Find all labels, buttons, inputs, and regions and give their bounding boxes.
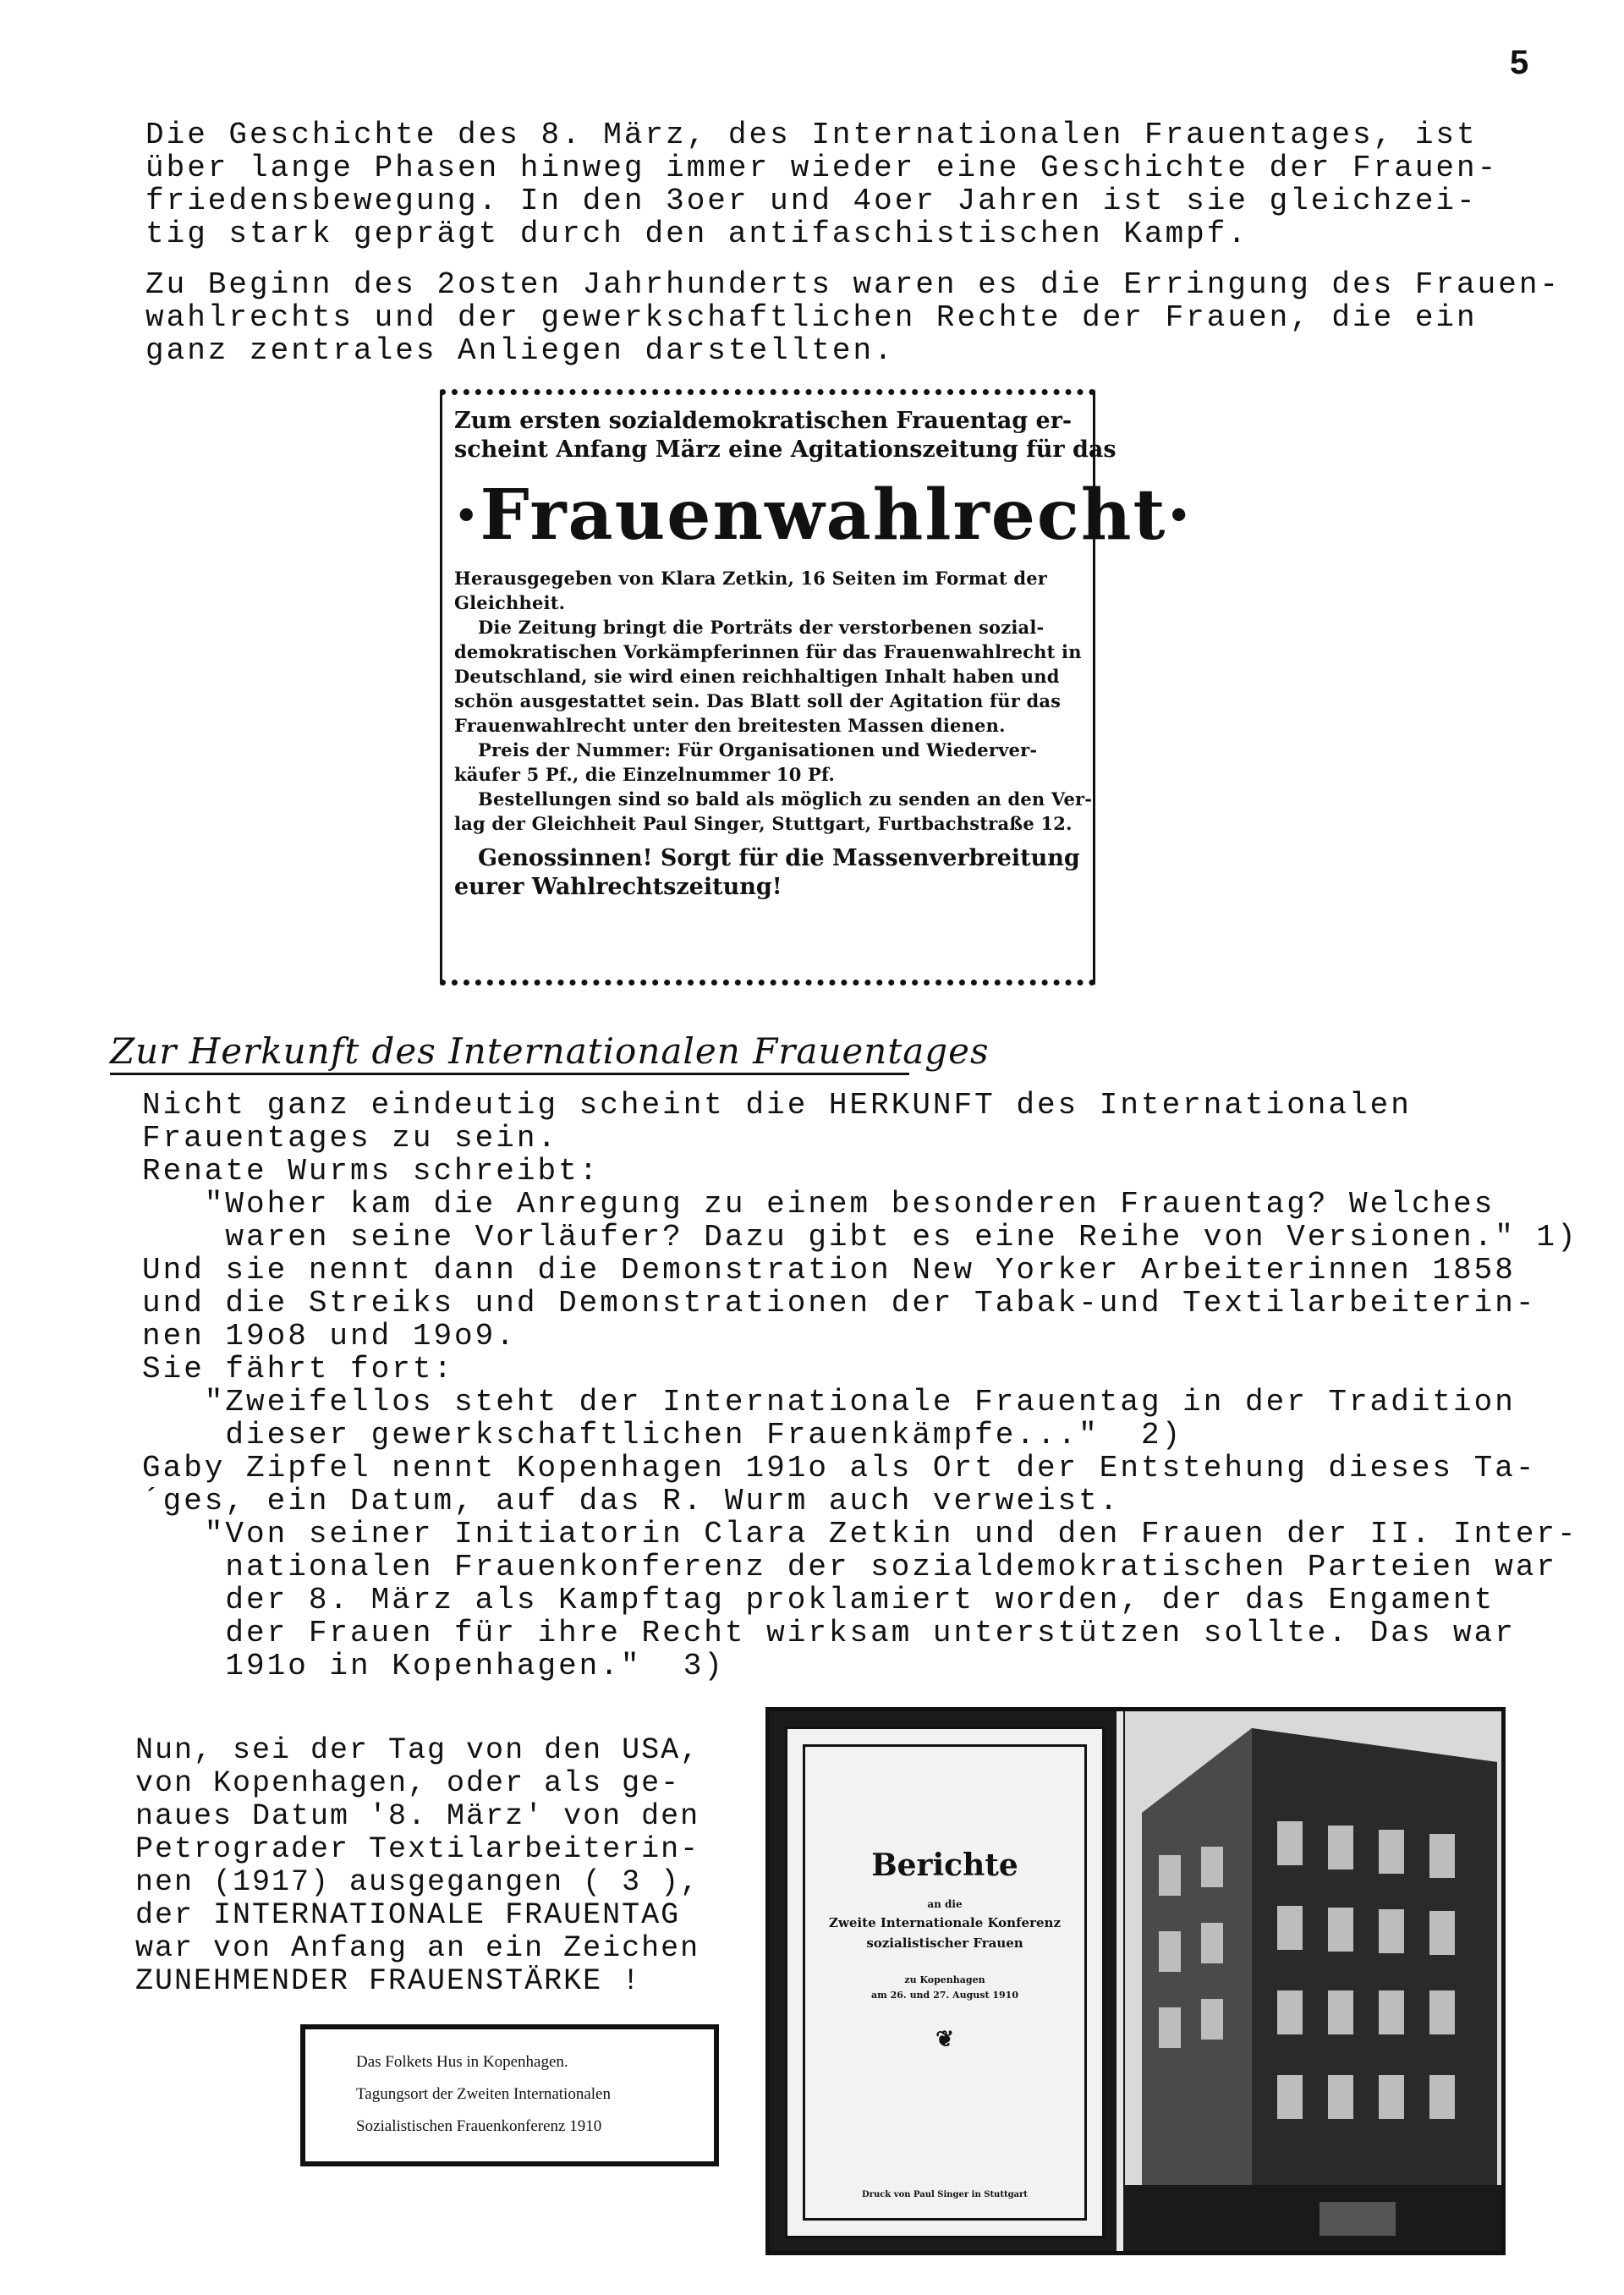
text-line: naues Datum '8. März' von den [135, 1799, 700, 1833]
text-line: der INTERNATIONALE FRAUENTAG [135, 1898, 681, 1932]
ad-line: demokratischen Vorkämpferinnen für das Frauenwahlrecht in [454, 641, 1082, 662]
text-line: Zu Beginn des 2osten Jahrhunderts waren es die Erringung des Frauen- [145, 267, 1561, 302]
ad-line: Herausgegeben von Klara Zetkin, 16 Seiten im Format der [454, 568, 1048, 589]
ad-line: eurer Wahlrechtszeitung! [454, 874, 782, 900]
text-line: "Von seiner Initiatorin Clara Zetkin und den Frauen der II. Inter- [142, 1517, 1578, 1551]
text-line: Nun, sei der Tag von den USA, [135, 1733, 700, 1767]
ad-line: schön ausgestattet sein. Das Blatt soll der Agitation für das [454, 690, 1062, 711]
text-line: "Zweifellos steht der Internationale Frauentag in der Tradition [142, 1385, 1516, 1419]
text-line: von Kopenhagen, oder als ge- [135, 1766, 681, 1800]
ad-line: Preis der Nummer: Für Organisationen und Wiederver- [478, 739, 1038, 760]
cover-text: an die [927, 1898, 963, 1910]
text-line: der 8. März als Kampftag proklamiert worden, der das Engament [142, 1583, 1495, 1617]
text-line: 191o in Kopenhagen." 3) [142, 1649, 725, 1683]
historical-photo-panel [765, 1707, 1506, 2255]
page-number: 5 [1510, 44, 1529, 81]
text-line: nationalen Frauenkonferenz der sozialdemokratischen Parteien war [142, 1550, 1558, 1584]
text-line: ´ges, ein Datum, auf das R. Wurm auch verweist. [142, 1484, 1121, 1518]
ad-line: Zum ersten sozialdemokratischen Frauentag er- [454, 408, 1073, 434]
cover-emblem-icon: ❦ [935, 2027, 954, 2052]
cover-text: Zweite Internationale Konferenz [829, 1915, 1061, 1930]
handwritten-heading: Zur Herkunft des Internationalen Frauentages [110, 1030, 990, 1072]
ad-line: Die Zeitung bringt die Porträts der verstorbenen sozial- [478, 617, 1045, 638]
text-line: und die Streiks und Demonstrationen der Tabak-und Textilarbeiterin- [142, 1286, 1537, 1320]
text-line: Petrograder Textilarbeiterin- [135, 1832, 700, 1866]
caption-line: Das Folkets Hus in Kopenhagen. [356, 2053, 568, 2071]
ad-line: Frauenwahlrecht unter den breitesten Massen dienen. [454, 715, 1006, 736]
text-line: der Frauen für ihre Recht wirksam unterstützen sollte. Das war [142, 1616, 1516, 1650]
ad-title: ·Frauenwahlrecht· [454, 475, 1193, 556]
text-line: "Woher kam die Anregung zu einem besonderen Frauentag? Welches [142, 1187, 1495, 1222]
text-line: nen 19o8 und 19o9. [142, 1319, 517, 1353]
text-line: Die Geschichte des 8. März, des Internationalen Frauentages, ist [145, 118, 1478, 152]
text-line: friedensbewegung. In den 3oer und 4oer Jahren ist sie gleichzei- [145, 184, 1478, 218]
main-text [142, 1089, 1578, 1683]
text-line: Nicht ganz eindeutig scheint die HERKUNFT des Internationalen [142, 1088, 1412, 1123]
text-line: nen (1917) ausgegangen ( 3 ), [135, 1865, 700, 1899]
intro-paragraph-1 [145, 118, 1498, 250]
closing-paragraph [135, 1734, 700, 1998]
ad-line: Bestellungen sind so bald als möglich zu senden an den Ver- [478, 788, 1093, 810]
photo-divider [1116, 1711, 1123, 2251]
report-cover-image [785, 1727, 1105, 2238]
ad-line: Gleichheit. [454, 592, 566, 613]
caption-line: Sozialistischen Frauenkonferenz 1910 [356, 2117, 602, 2135]
text-line: Frauentages zu sein. [142, 1121, 559, 1156]
text-line: tig stark geprägt durch den antifaschistischen Kampf. [145, 217, 1248, 251]
text-line: über lange Phasen hinweg immer wieder eine Geschichte der Frauen- [145, 151, 1499, 185]
photo-caption-box [300, 2024, 719, 2166]
text-line: ZUNEHMENDER FRAUENSTÄRKE ! [135, 1964, 642, 1998]
newspaper-advertisement [440, 389, 1193, 986]
text-line: Gaby Zipfel nennt Kopenhagen 191o als Ort der Entstehung dieses Ta- [142, 1451, 1537, 1485]
ad-line: lag der Gleichheit Paul Singer, Stuttgart, Furtbachstraße 12. [454, 813, 1073, 834]
cover-text: zu Kopenhagen [904, 1974, 985, 1985]
caption-line: Tagungsort der Zweiten Internationalen [356, 2085, 611, 2103]
text-line: wahlrechts und der gewerkschaftlichen Rechte der Frauen, die ein [145, 300, 1478, 335]
ad-line: käufer 5 Pf., die Einzelnummer 10 Pf. [454, 764, 836, 785]
ad-line: scheint Anfang März eine Agitationszeitung für das [454, 436, 1116, 463]
cover-text: sozialistischer Frauen [866, 1935, 1023, 1951]
text-line: waren seine Vorläufer? Dazu gibt es eine Reihe von Versionen." 1) [142, 1220, 1578, 1255]
ad-line: Genossinnen! Sorgt für die Massenverbreitung [478, 845, 1080, 871]
text-line: ganz zentrales Anliegen darstellten. [145, 333, 895, 368]
text-line: Renate Wurms schreibt: [142, 1154, 601, 1189]
ad-line: Deutschland, sie wird einen reichhaltigen Inhalt haben und [454, 666, 1060, 687]
intro-paragraph-2 [145, 268, 1561, 367]
folkets-hus-building-photo [1125, 1711, 1506, 2253]
cover-title: Berichte [871, 1848, 1018, 1883]
text-line: war von Anfang an ein Zeichen [135, 1931, 700, 1965]
text-line: dieser gewerkschaftlichen Frauenkämpfe..." 2) [142, 1418, 1183, 1452]
text-line: Und sie nennt dann die Demonstration New Yorker Arbeiterinnen 1858 [142, 1253, 1516, 1288]
cover-publisher: Druck von Paul Singer in Stuttgart [862, 2190, 1028, 2199]
text-line: Sie fährt fort: [142, 1352, 455, 1386]
cover-text: am 26. und 27. August 1910 [871, 1990, 1018, 2001]
heading-underline [110, 1073, 909, 1075]
